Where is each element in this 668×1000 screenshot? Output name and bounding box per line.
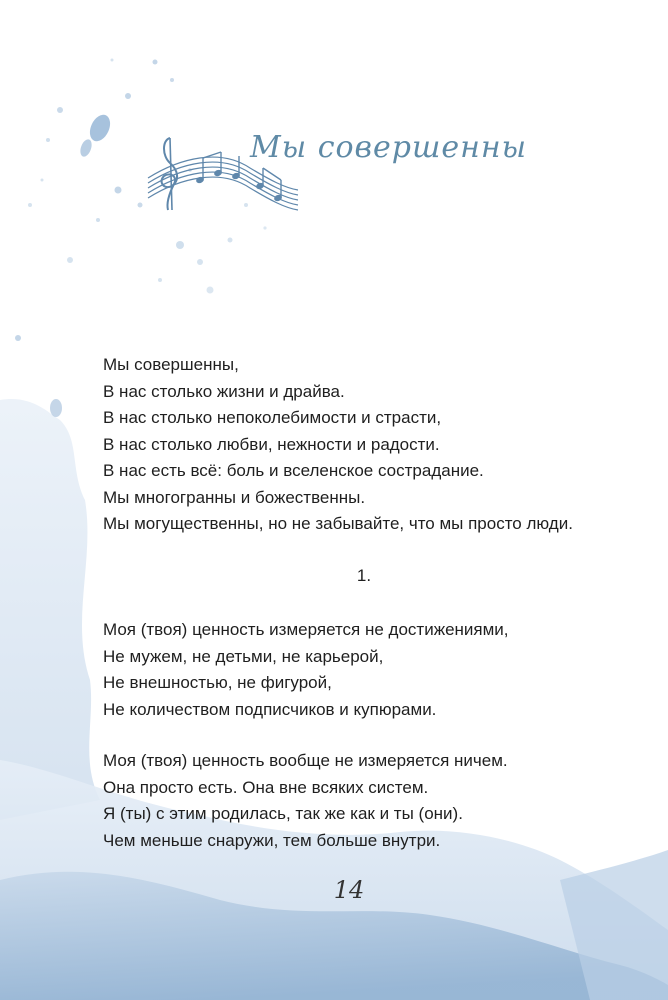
poem-line: Не мужем, не детьми, не карьерой,	[103, 646, 384, 666]
stanza-1	[103, 352, 573, 538]
poem-line: Моя (твоя) ценность измеряется не достижениями,	[103, 620, 509, 639]
page-number: 14	[333, 876, 365, 904]
poem-line: Не количеством подписчиков и купюрами.	[103, 699, 437, 719]
poem-line: В нас столько непоколебимости и страсти,	[103, 408, 442, 427]
watercolor-dot	[50, 399, 62, 417]
poem-line: В нас столько любви, нежности и радости.	[103, 434, 440, 454]
poem-line: В нас столько жизни и драйва.	[103, 381, 345, 401]
poem-title: Мы совершенны	[250, 130, 528, 165]
poem-line: Она просто есть. Она вне всяких систем.	[103, 777, 429, 797]
poem-line: Моя (твоя) ценность вообще не измеряется ничем.	[103, 751, 508, 770]
poem-line: Мы могущественны, но не забывайте, что мы просто люди.	[103, 514, 573, 533]
stanza-2	[103, 617, 509, 723]
poem-line: Не внешностью, не фигурой,	[103, 673, 332, 692]
section-marker: 1.	[356, 566, 372, 585]
poem-line: Чем меньше снаружи, тем больше внутри.	[103, 830, 441, 850]
watercolor-wash-left	[0, 399, 100, 820]
poem-line: Мы совершенны,	[103, 355, 239, 374]
poem-line: Я (ты) с этим родилась, так же как и ты (они).	[103, 804, 463, 823]
poem-line: Мы многогранны и божественны.	[103, 487, 366, 507]
stanza-3	[103, 748, 508, 854]
poem-line: В нас есть всё: боль и вселенское сострадание.	[103, 461, 484, 480]
